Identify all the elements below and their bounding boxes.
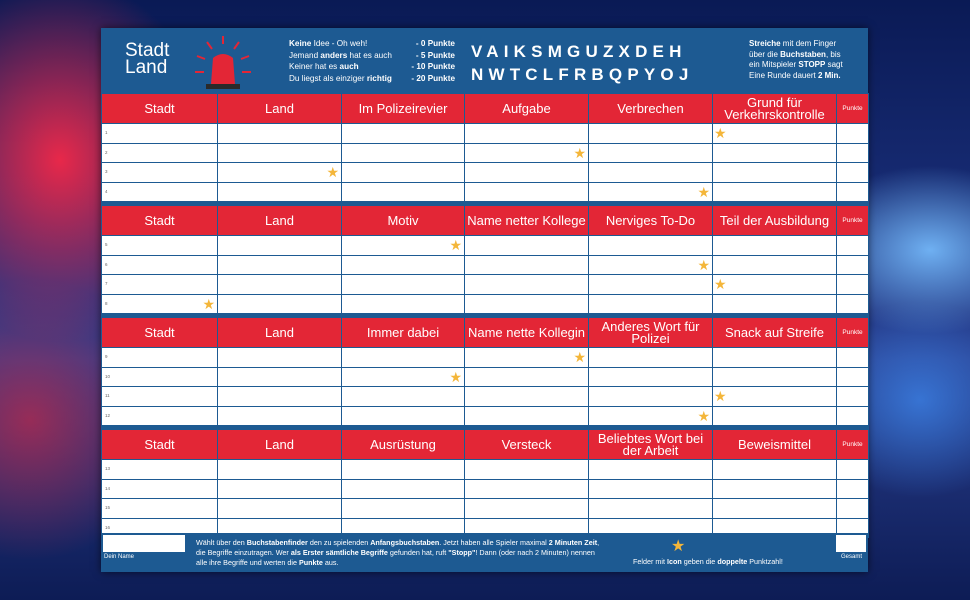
answer-row — [102, 348, 869, 368]
answer-cell[interactable] — [713, 255, 837, 275]
answer-cell[interactable] — [713, 406, 837, 426]
row-number: 9 — [105, 354, 108, 359]
star-icon: ★ — [449, 368, 462, 385]
answer-row — [102, 367, 869, 387]
category-header: Anderes Wort für Polizei — [589, 318, 713, 348]
answer-cell[interactable] — [102, 460, 218, 480]
answer-cell[interactable] — [465, 406, 589, 426]
answer-cell[interactable] — [713, 479, 837, 499]
category-header: Stadt — [102, 206, 218, 236]
answer-cell[interactable] — [342, 387, 465, 407]
answer-cell[interactable] — [218, 406, 342, 426]
answer-cell[interactable] — [713, 275, 837, 295]
name-label: Dein Name — [104, 554, 135, 560]
category-header: Stadt — [102, 430, 218, 460]
answer-cell[interactable] — [589, 275, 713, 295]
star-note: Felder mit Icon geben die doppelte Punktzahl! — [633, 557, 783, 566]
answer-cell[interactable] — [342, 294, 465, 314]
answer-cell[interactable] — [713, 143, 837, 163]
star-icon: ★ — [573, 144, 586, 161]
points-cell[interactable] — [837, 460, 869, 480]
scoring-row: Jemand anders hat es auch - 5 Punkte — [289, 50, 455, 60]
star-icon: ★ — [714, 388, 727, 404]
points-cell[interactable] — [837, 255, 869, 275]
points-header: Punkte — [837, 206, 869, 236]
star-icon: ★ — [671, 538, 686, 555]
answer-cell[interactable] — [342, 275, 465, 295]
category-header: Beweismittel — [713, 430, 837, 460]
answer-cell[interactable] — [218, 236, 342, 256]
answer-cell[interactable] — [465, 367, 589, 387]
answer-cell[interactable] — [465, 460, 589, 480]
answer-cell[interactable] — [102, 294, 218, 314]
row-number: 11 — [105, 393, 110, 398]
row-number: 4 — [105, 188, 108, 194]
answer-cell[interactable] — [102, 348, 218, 368]
answer-cell[interactable] — [102, 124, 218, 144]
category-header: Snack auf Streife — [713, 318, 837, 348]
answer-cell[interactable] — [465, 294, 589, 314]
category-header: Stadt — [102, 94, 218, 124]
answer-cell[interactable] — [589, 479, 713, 499]
letters-row-2[interactable]: NWTCLFRBQPYOJ — [471, 65, 694, 84]
category-header: Land — [218, 430, 342, 460]
answer-cell[interactable] — [102, 387, 218, 407]
answer-row — [102, 275, 869, 295]
answer-cell[interactable] — [589, 348, 713, 368]
answer-row — [102, 479, 869, 499]
answer-cell[interactable] — [589, 124, 713, 144]
answer-cell[interactable] — [218, 479, 342, 499]
points-header: Punkte — [837, 318, 869, 348]
answer-cell[interactable] — [102, 143, 218, 163]
points-header: Punkte — [837, 430, 869, 460]
answer-cell[interactable] — [102, 182, 218, 202]
row-number: 10 — [105, 373, 111, 379]
category-header: Versteck — [465, 430, 589, 460]
letter-finder — [471, 40, 693, 86]
answer-cell[interactable] — [589, 182, 713, 202]
row-number: 12 — [105, 412, 111, 418]
answer-cell[interactable] — [465, 163, 589, 183]
answer-row — [102, 182, 869, 202]
category-header: Verbrechen — [589, 94, 713, 124]
answer-cell[interactable] — [342, 255, 465, 275]
answer-cell[interactable] — [589, 255, 713, 275]
star-icon: ★ — [714, 125, 727, 141]
answer-row — [102, 163, 869, 183]
row-number: 2 — [105, 149, 108, 155]
row-number: 16 — [105, 524, 111, 530]
points-value: - 0 Punkte — [415, 39, 455, 48]
answer-row — [102, 143, 869, 163]
points-cell[interactable] — [837, 275, 869, 295]
answer-cell[interactable] — [465, 275, 589, 295]
total-field[interactable] — [836, 535, 866, 552]
points-cell[interactable] — [837, 163, 869, 183]
answer-cell[interactable] — [713, 163, 837, 183]
category-header: Name nette Kollegin — [465, 318, 589, 348]
points-cell[interactable] — [837, 367, 869, 387]
category-header-row — [102, 318, 869, 348]
answer-cell[interactable] — [102, 163, 218, 183]
logo-line-2: Land — [125, 57, 168, 78]
star-icon: ★ — [326, 164, 339, 180]
answer-cell[interactable] — [465, 499, 589, 519]
points-cell[interactable] — [837, 406, 869, 426]
category-header: Land — [218, 206, 342, 236]
answer-cell[interactable] — [713, 387, 837, 407]
answer-cell[interactable] — [342, 236, 465, 256]
logo-line-1: Stadt — [125, 40, 170, 61]
answer-cell[interactable] — [465, 387, 589, 407]
answer-cell[interactable] — [589, 387, 713, 407]
row-number: 14 — [105, 485, 111, 491]
category-header: Immer dabei — [342, 318, 465, 348]
category-header: Stadt — [102, 318, 218, 348]
star-icon: ★ — [449, 237, 462, 253]
category-header: Teil der Ausbildung — [713, 206, 837, 236]
sheet-header — [101, 28, 868, 93]
answer-cell[interactable] — [218, 387, 342, 407]
answer-cell[interactable] — [465, 143, 589, 163]
answer-cell[interactable] — [465, 255, 589, 275]
answer-cell[interactable] — [589, 163, 713, 183]
answer-cell[interactable] — [589, 406, 713, 426]
answer-cell[interactable] — [342, 348, 465, 368]
answer-cell[interactable] — [218, 124, 342, 144]
category-header-row — [102, 430, 869, 460]
points-header: Punkte — [837, 94, 869, 124]
siren-icon — [193, 34, 253, 92]
answer-cell[interactable] — [589, 460, 713, 480]
category-header: Aufgabe — [465, 94, 589, 124]
answer-row — [102, 387, 869, 407]
total-label: Gesamt — [841, 554, 863, 560]
answer-cell[interactable] — [589, 294, 713, 314]
answer-cell[interactable] — [342, 143, 465, 163]
row-number: 5 — [105, 242, 108, 247]
answer-cell[interactable] — [218, 499, 342, 519]
answer-cell[interactable] — [713, 124, 837, 144]
answer-cell[interactable] — [713, 182, 837, 202]
star-icon: ★ — [573, 349, 586, 365]
answer-row — [102, 406, 869, 426]
points-value: - 10 Punkte — [411, 62, 455, 72]
scoring-row: Keine Idee - Oh weh! - 0 Punkte — [289, 39, 455, 48]
answer-cell[interactable] — [218, 255, 342, 275]
row-number: 1 — [105, 130, 108, 135]
row-number: 15 — [105, 505, 111, 510]
answer-cell[interactable] — [589, 367, 713, 387]
answer-cell[interactable] — [342, 499, 465, 519]
category-header: Grund für Verkehrskontrolle — [713, 94, 837, 124]
answer-cell[interactable] — [342, 479, 465, 499]
sheet-footer — [101, 533, 868, 572]
answer-cell[interactable] — [218, 367, 342, 387]
answer-cell[interactable] — [218, 182, 342, 202]
scoring-row: Keiner hat es auch - 10 Punkte — [289, 62, 455, 72]
answer-cell[interactable] — [102, 479, 218, 499]
row-number: 8 — [105, 300, 108, 306]
answer-row — [102, 294, 869, 314]
answer-cell[interactable] — [713, 367, 837, 387]
answer-cell[interactable] — [102, 367, 218, 387]
answer-cell[interactable] — [713, 236, 837, 256]
answer-cell[interactable] — [102, 236, 218, 256]
category-header: Land — [218, 94, 342, 124]
points-value: - 5 Punkte — [415, 50, 455, 60]
answer-row — [102, 124, 869, 144]
answer-cell[interactable] — [713, 294, 837, 314]
answer-cell[interactable] — [342, 182, 465, 202]
category-header-row — [102, 94, 869, 124]
star-icon: ★ — [697, 407, 710, 424]
category-header: Name netter Kollege — [465, 206, 589, 236]
rules-text: Streiche mit dem Finger über die Buchstaben, bis ein Mitspieler STOPP sagt Eine Runde dauert 2 Min. — [749, 39, 843, 80]
answer-cell[interactable] — [713, 499, 837, 519]
answer-cell[interactable] — [342, 460, 465, 480]
row-number: 3 — [105, 169, 108, 174]
answer-cell[interactable] — [465, 182, 589, 202]
points-cell[interactable] — [837, 499, 869, 519]
answer-cell[interactable] — [218, 143, 342, 163]
category-header: Beliebtes Wort bei der Arbeit — [589, 430, 713, 460]
answer-cell[interactable] — [465, 348, 589, 368]
answer-cell[interactable] — [342, 367, 465, 387]
instructions: Wählt über den Buchstabenfinder den zu spielenden Anfangsbuchstaben. Jetzt haben alle Spieler maximal 2 Minuten Zeit, die Begriffe einzutragen. Wer als Erster sämtliche Begriffe gefunden hat, ruft "Stopp"! Dann (oder nach 2 Minuten) nennen alle ihre Begriffe und werten die Punkte aus. — [196, 538, 600, 567]
answer-row — [102, 499, 869, 519]
game-sheet — [101, 28, 868, 572]
scoring-row: Du liegst als einziger richtig - 20 Punkte — [289, 73, 455, 83]
points-cell[interactable] — [837, 182, 869, 202]
row-number: 6 — [105, 261, 108, 267]
answer-cell[interactable] — [102, 499, 218, 519]
star-icon: ★ — [697, 256, 710, 273]
points-cell[interactable] — [837, 387, 869, 407]
answer-cell[interactable] — [218, 460, 342, 480]
row-number: 7 — [105, 281, 108, 286]
category-header: Im Polizeirevier — [342, 94, 465, 124]
scoring-legend — [289, 38, 455, 84]
answer-cell[interactable] — [342, 124, 465, 144]
points-cell[interactable] — [837, 143, 869, 163]
star-icon: ★ — [714, 276, 727, 292]
answer-cell[interactable] — [589, 236, 713, 256]
category-header-row — [102, 206, 869, 236]
answer-grid — [101, 93, 869, 538]
name-field[interactable] — [103, 535, 185, 552]
category-header: Nerviges To-Do — [589, 206, 713, 236]
answer-row — [102, 460, 869, 480]
answer-row — [102, 236, 869, 256]
answer-cell[interactable] — [218, 275, 342, 295]
category-header: Ausrüstung — [342, 430, 465, 460]
answer-cell[interactable] — [342, 406, 465, 426]
letters-row-1[interactable]: VAIKSMGUZXDEH — [471, 42, 687, 61]
answer-cell[interactable] — [102, 406, 218, 426]
answer-cell[interactable] — [589, 499, 713, 519]
answer-cell[interactable] — [218, 348, 342, 368]
answer-cell[interactable] — [465, 124, 589, 144]
category-header: Motiv — [342, 206, 465, 236]
points-value: - 20 Punkte — [411, 73, 455, 83]
answer-cell[interactable] — [102, 275, 218, 295]
answer-cell[interactable] — [713, 348, 837, 368]
points-cell[interactable] — [837, 236, 869, 256]
points-cell[interactable] — [837, 479, 869, 499]
answer-cell[interactable] — [218, 163, 342, 183]
row-number: 13 — [105, 466, 111, 471]
answer-cell[interactable] — [342, 163, 465, 183]
answer-cell[interactable] — [102, 255, 218, 275]
answer-cell[interactable] — [465, 479, 589, 499]
answer-cell[interactable] — [218, 294, 342, 314]
answer-cell[interactable] — [713, 460, 837, 480]
answer-cell[interactable] — [589, 143, 713, 163]
star-icon: ★ — [697, 183, 710, 200]
answer-row — [102, 255, 869, 275]
logo — [125, 42, 169, 76]
answer-cell[interactable] — [465, 236, 589, 256]
points-cell[interactable] — [837, 124, 869, 144]
star-icon: ★ — [202, 295, 215, 312]
points-cell[interactable] — [837, 294, 869, 314]
points-cell[interactable] — [837, 348, 869, 368]
category-header: Land — [218, 318, 342, 348]
